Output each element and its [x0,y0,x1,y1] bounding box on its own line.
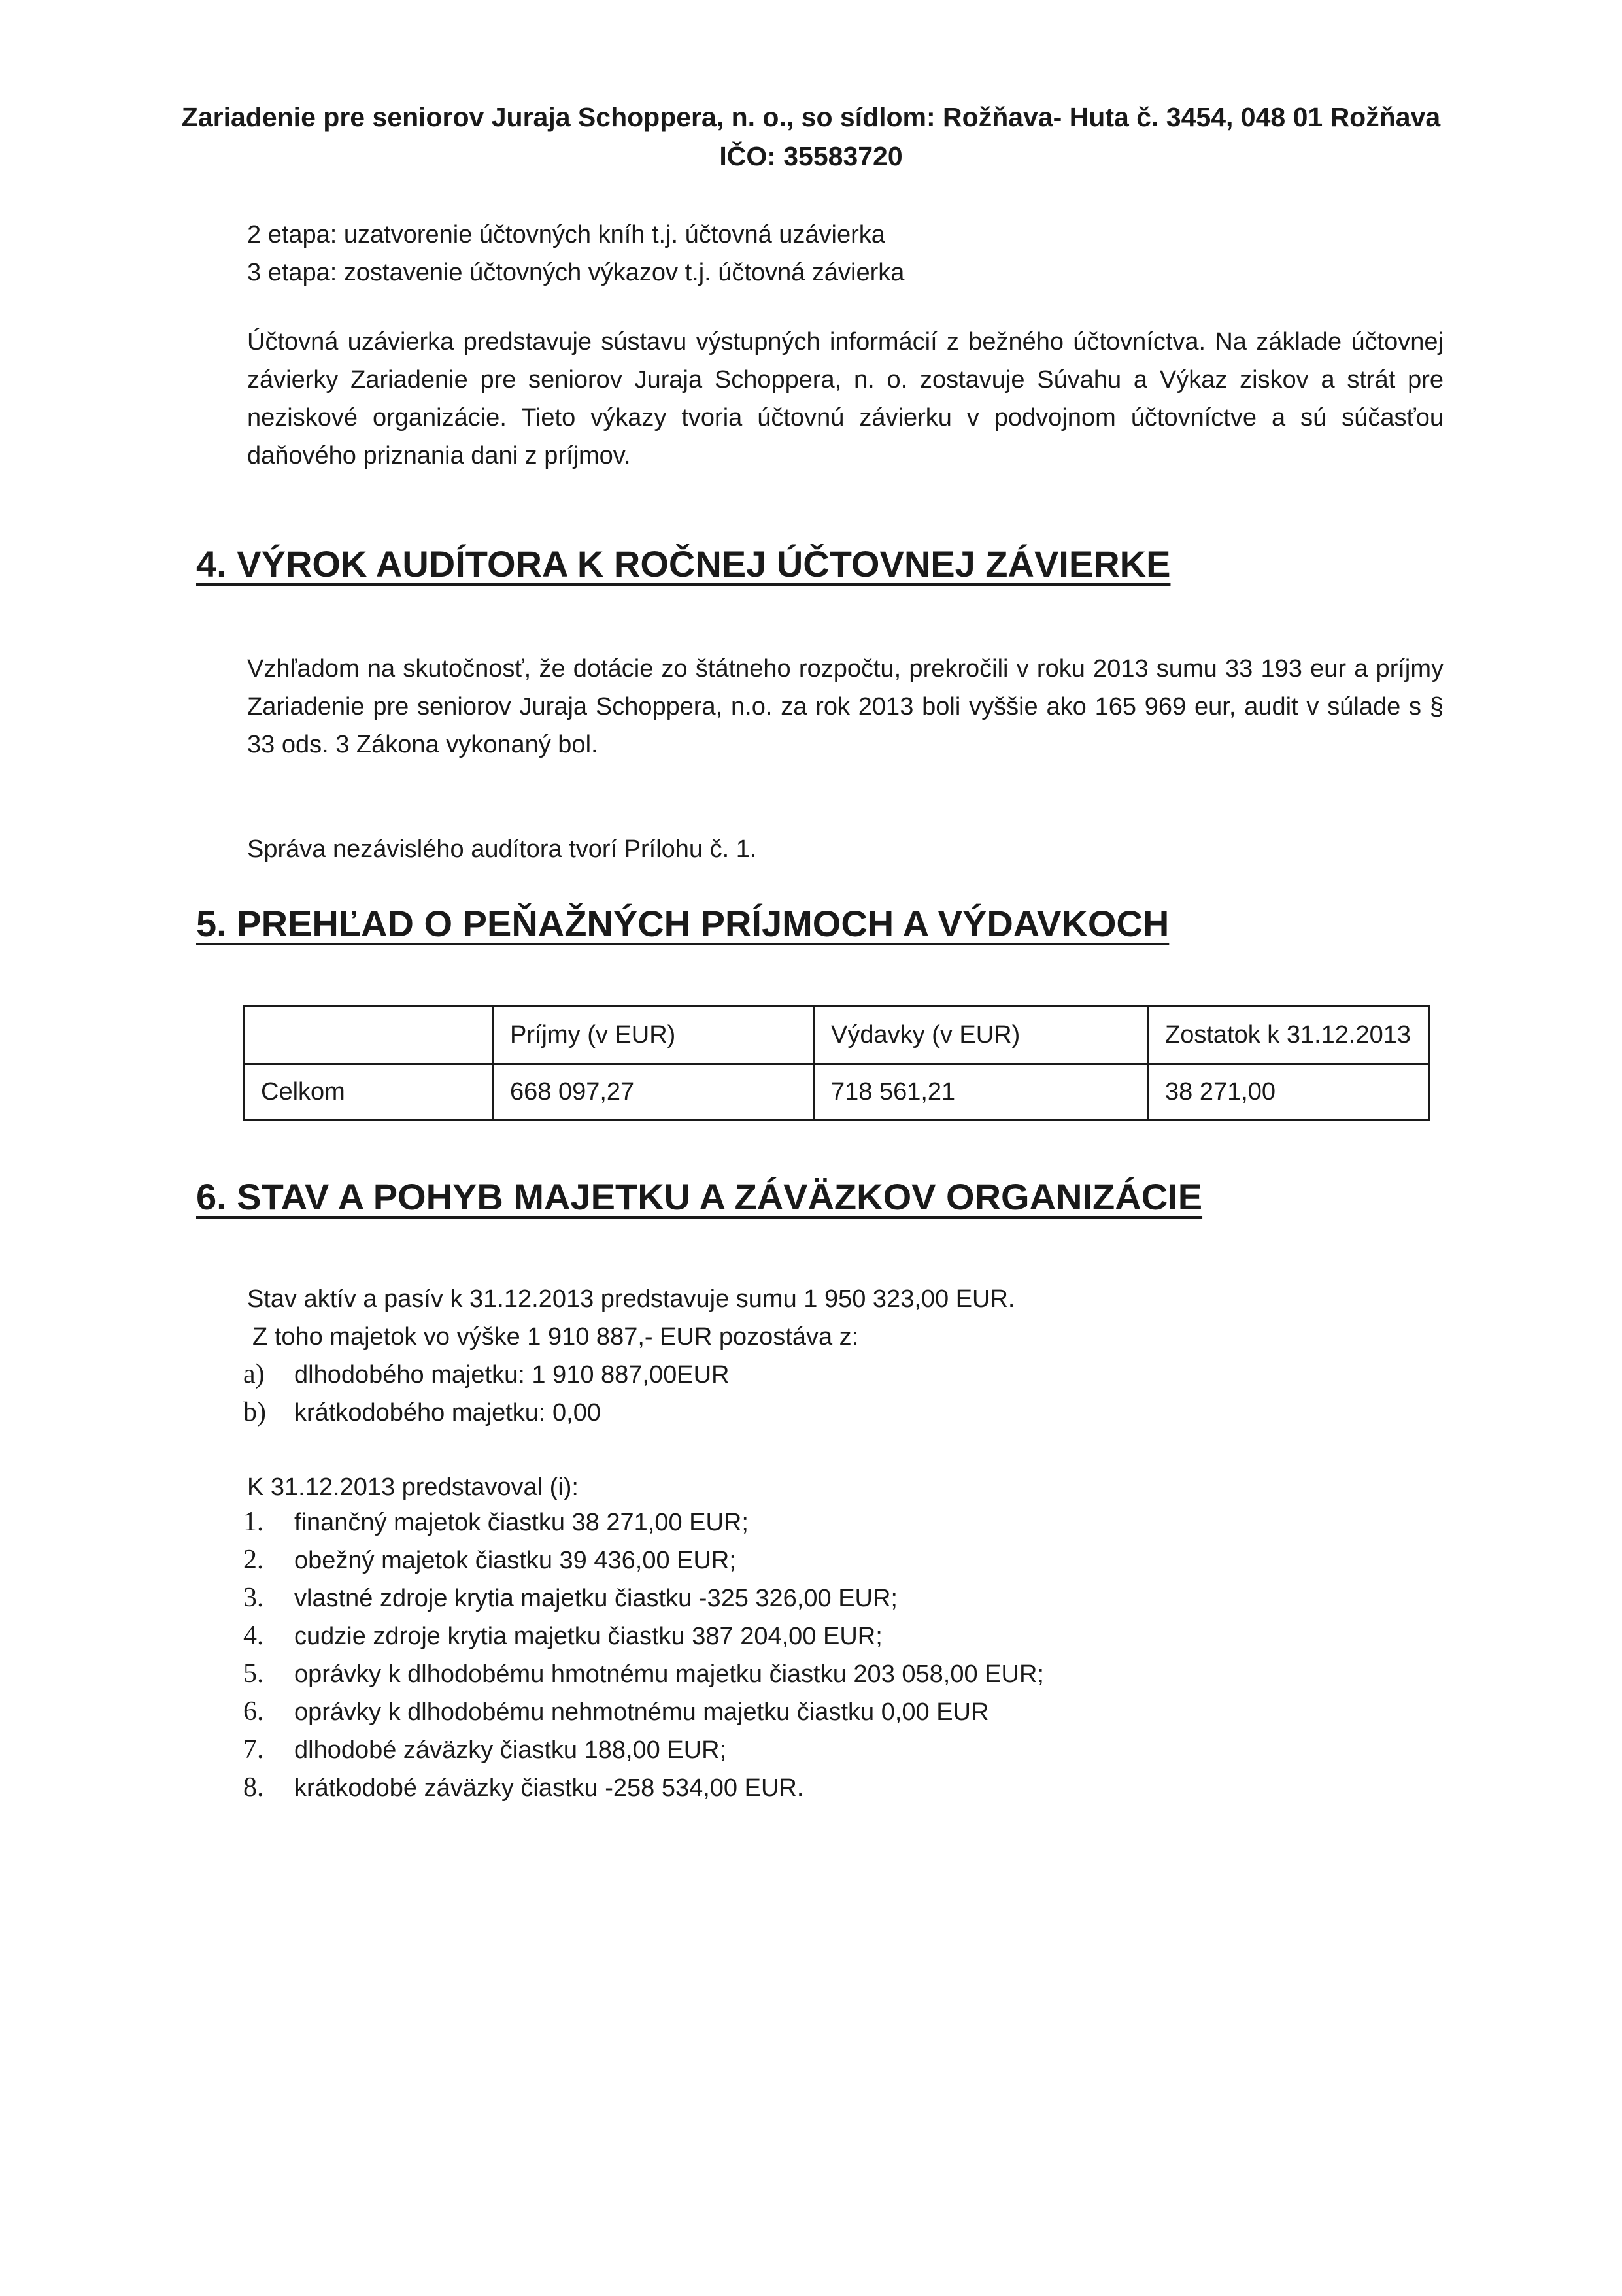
section4-paragraph: Vzhľadom na skutočnosť, že dotácie zo štátneho rozpočtu, prekročili v roku 2013 sumu 33 193 eur a príjmy Zariadenie pre seniorov Juraja Schoppera, n.o. za rok 2013 boli vyššie ako 165 969 eur, audit v súlade s § 33 ods. 3 Zákona vykonaný bol. [247,655,1444,758]
k-line: K 31.12.2013 predstavoval (i): [247,1474,579,1501]
list-item-text: vlastné zdroje krytia majetku čiastku -325 326,00 EUR; [294,1585,898,1612]
table-row [245,1064,1430,1121]
section5-heading: 5. PREHĽAD O PEŇAŽNÝCH PRÍJMOCH A VÝDAVKOCH [196,903,1170,944]
list-item-4 [243,1620,883,1651]
list-item-5 [243,1658,1044,1689]
section6-heading: 6. STAV A POHYB MAJETKU A ZÁVÄZKOV ORGANIZÁCIE [196,1176,1203,1217]
list-marker: a) [243,1359,265,1389]
list-marker: 6. [243,1697,264,1727]
list-item-text: dlhodobé záväzky čiastku 188,00 EUR; [294,1736,727,1764]
table-header-row [245,1007,1430,1064]
list-item-text: krátkodobé záväzky čiastku -258 534,00 EUR. [294,1774,804,1802]
list-item-text: dlhodobého majetku: 1 910 887,00EUR [294,1361,730,1389]
list-item-6 [243,1696,988,1727]
etapa-2-line: 2 etapa: uzatvorenie účtovných kníh t.j. účtovná uzávierka [247,221,885,248]
intro-paragraph: Účtovná uzávierka predstavuje sústavu výstupných informácií z bežného účtovníctva. Na základe účtovnej závierky Zariadenie pre seniorov Juraja Schoppera, n. o. zostavuje Súvahu a Výkaz ziskov a strát pre neziskové organizácie. Tieto výkazy tvoria účtovnú závierku v podvojnom účtovníctve a sú súčasťou daňového priznania dani z príjmov. [247,328,1444,469]
header-ico-line: IČO: 35583720 [719,141,903,171]
table-cell-celkom: Celkom [245,1064,494,1121]
list-marker: 7. [243,1734,264,1764]
list-item-text: cudzie zdroje krytia majetku čiastku 387 204,00 EUR; [294,1623,883,1650]
section4-heading: 4. VÝROK AUDÍTORA K ROČNEJ ÚČTOVNEJ ZÁVIERKE [196,543,1171,584]
table-cell-zostatok-value: 38 271,00 [1149,1064,1430,1121]
table-header-cell-prijmy: Príjmy (v EUR) [494,1007,815,1064]
income-expense-table [243,1005,1430,1121]
z-toho-line: Z toho majetok vo výške 1 910 887,- EUR pozostáva z: [252,1323,859,1351]
list-item-text: oprávky k dlhodobému hmotnému majetku čiastku 203 058,00 EUR; [294,1661,1044,1688]
etapa-3-line: 3 etapa: zostavenie účtovných výkazov t.j. účtovná závierka [247,259,905,286]
list-marker: 3. [243,1583,264,1613]
list-marker: 4. [243,1621,264,1651]
list-marker: 5. [243,1659,264,1689]
table-header-cell-zostatok: Zostatok k 31.12.2013 [1149,1007,1430,1064]
list-item-text: finančný majetok čiastku 38 271,00 EUR; [294,1509,749,1536]
list-item-text: oprávky k dlhodobému nehmotnému majetku čiastku 0,00 EUR [294,1698,989,1726]
list-item-text: krátkodobého majetku: 0,00 [294,1399,601,1427]
table-header-cell-empty [245,1007,494,1064]
list-marker: 2. [243,1545,264,1575]
list-item-7 [243,1734,726,1765]
list-item-8 [243,1772,803,1803]
list-item-1 [243,1506,749,1538]
list-marker: b) [243,1397,266,1427]
table-cell-prijmy-value: 668 097,27 [494,1064,815,1121]
table-header-cell-vydavky: Výdavky (v EUR) [815,1007,1149,1064]
list-item-b [243,1396,601,1428]
list-item-a [243,1359,729,1390]
section4-note: Správa nezávislého audítora tvorí Prílohu č. 1. [247,836,757,863]
table-cell-vydavky-value: 718 561,21 [815,1064,1149,1121]
list-marker: 8. [243,1772,264,1802]
header-organization-line: Zariadenie pre seniorov Juraja Schoppera, n. o., so sídlom: Rožňava- Huta č. 3454, 048 01 Rožňava [181,102,1441,132]
list-item-2 [243,1544,736,1576]
list-item-text: obežný majetok čiastku 39 436,00 EUR; [294,1547,736,1574]
list-item-3 [243,1582,898,1613]
stav-line: Stav aktív a pasív k 31.12.2013 predstavuje sumu 1 950 323,00 EUR. [247,1285,1015,1313]
list-marker: 1. [243,1507,264,1537]
